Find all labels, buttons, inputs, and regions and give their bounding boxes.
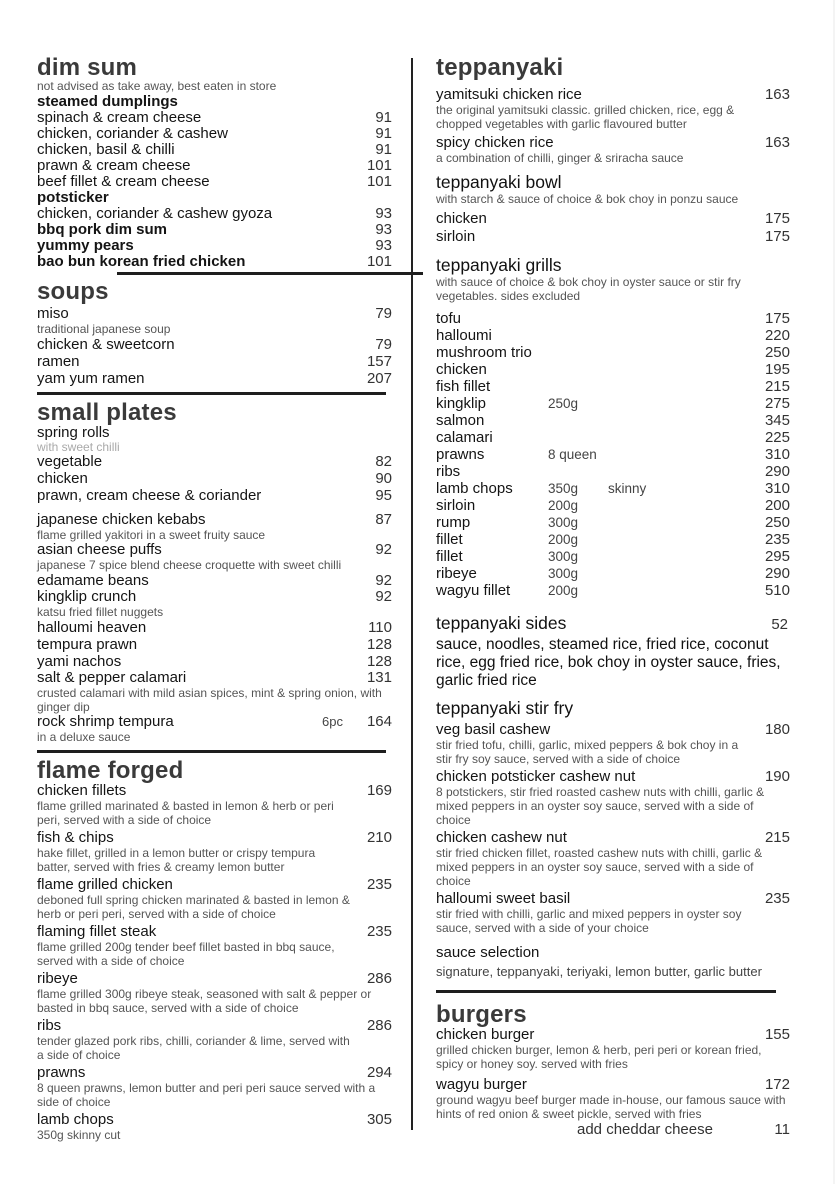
grill-weight <box>548 327 608 344</box>
teppanyaki-stir-fry-section <box>436 698 790 935</box>
item-description: flame grilled 200g tender beef fillet basted in bbq sauce, served with a side of choice <box>37 940 335 968</box>
menu-item[interactable] <box>37 158 392 174</box>
section-divider <box>117 272 423 275</box>
grill-name: fillet <box>436 548 463 565</box>
grill-price: 215 <box>764 378 790 395</box>
menu-item[interactable] <box>37 206 392 222</box>
item-price: 235 <box>366 876 392 893</box>
item-name: edamame beans <box>37 572 149 589</box>
grill-extra <box>608 463 750 480</box>
menu-item[interactable] <box>37 783 392 799</box>
grill-row[interactable] <box>436 412 790 429</box>
grill-weight <box>548 463 608 480</box>
item-price: 155 <box>764 1026 790 1043</box>
right-column <box>436 56 790 1138</box>
grill-name: ribs <box>436 463 461 480</box>
item-name: wagyu burger <box>436 1076 527 1093</box>
addon-price: 11 <box>774 1121 790 1138</box>
menu-item[interactable] <box>436 228 790 246</box>
burgers-title: burgers <box>436 1001 527 1028</box>
item-description: flame grilled 300g ribeye steak, seasoned with salt & pepper or basted in bbq sauce, served with a side of choice <box>37 987 372 1015</box>
item-description: hake fillet, grilled in a lemon butter or crispy tempura batter, served with fries & creamy lemon butter <box>37 846 316 874</box>
item-description: flame grilled yakitori in a sweet fruity sauce <box>37 528 266 542</box>
item-name: lamb chops <box>37 1111 114 1128</box>
item-name: chicken & sweetcorn <box>37 336 175 353</box>
item-price: 180 <box>764 721 790 738</box>
item-name: vegetable <box>37 453 103 470</box>
menu-item[interactable] <box>37 453 392 470</box>
item-name: kingklip crunch <box>37 588 137 605</box>
grill-row[interactable] <box>436 429 790 446</box>
item-price: 91 <box>375 125 392 142</box>
menu-item[interactable] <box>37 877 392 893</box>
flame-forged-title: flame forged <box>37 757 184 784</box>
teppanyaki-bowl-section <box>436 172 790 246</box>
grill-weight <box>548 361 608 378</box>
grill-extra <box>608 378 750 395</box>
grill-price: 295 <box>764 548 790 565</box>
item-price: 157 <box>366 353 392 370</box>
grill-name: halloumi <box>436 327 492 344</box>
item-price: 101 <box>366 253 392 270</box>
item-name: chicken, coriander & cashew gyoza <box>37 205 273 222</box>
sauce-selection-title: sauce selection <box>436 944 540 961</box>
grill-price: 225 <box>764 429 790 446</box>
grill-price: 310 <box>764 446 790 463</box>
steamed-dumplings-label: steamed dumplings <box>37 93 178 110</box>
grill-weight <box>548 310 608 327</box>
grill-extra <box>608 327 750 344</box>
grill-name: rump <box>436 514 471 531</box>
grill-row[interactable] <box>436 497 790 514</box>
item-price: 286 <box>366 1017 392 1034</box>
dim-sum-section <box>37 56 392 275</box>
item-description: stir fried tofu, chilli, garlic, mixed peppers & bok choy in a stir fry soy sauce, served with a side of choice <box>436 738 739 766</box>
item-name: spinach & cream cheese <box>37 109 202 126</box>
item-name: ribeye <box>37 970 78 987</box>
item-description: 8 potstickers, stir fried roasted cashew nuts with chilli, garlic & mixed peppers in an oyster soy sauce, served with a side of choice <box>436 785 765 827</box>
item-description: ground wagyu beef burger made in-house, our famous sauce with hints of red onion & sweet pickle, served with fries <box>436 1093 786 1121</box>
item-price: 164 <box>366 713 392 730</box>
item-price: 93 <box>375 221 392 238</box>
grill-price: 175 <box>764 310 790 327</box>
item-name: ribs <box>37 1017 62 1034</box>
item-name: flaming fillet steak <box>37 923 157 940</box>
teppanyaki-grills-section <box>436 255 790 599</box>
grill-row[interactable] <box>436 395 790 412</box>
addon-item[interactable] <box>436 1122 790 1138</box>
grill-extra <box>608 344 750 361</box>
grill-row[interactable] <box>436 378 790 395</box>
grill-price: 275 <box>764 395 790 412</box>
item-price: 87 <box>375 511 392 528</box>
teppanyaki-sides-header <box>436 613 790 633</box>
grill-extra <box>608 514 750 531</box>
item-name: chicken, coriander & cashew <box>37 125 228 142</box>
menu-item[interactable] <box>37 542 392 558</box>
grill-extra <box>608 395 750 412</box>
grill-row[interactable] <box>436 514 790 531</box>
menu-item[interactable] <box>37 370 392 387</box>
grill-row[interactable] <box>436 446 790 463</box>
item-name: prawn, cream cheese & coriander <box>37 487 262 504</box>
section-divider <box>37 750 386 753</box>
grill-weight: 200g <box>548 583 579 598</box>
grill-row[interactable] <box>436 310 790 327</box>
item-name: chicken cashew nut <box>436 829 567 846</box>
item-price: 128 <box>366 636 392 653</box>
soups-title: soups <box>37 278 109 305</box>
item-name: yam yum ramen <box>37 370 145 387</box>
sauce-selection-section <box>436 945 790 993</box>
grill-price: 250 <box>764 344 790 361</box>
item-price: 215 <box>764 829 790 846</box>
grill-name: fillet <box>436 531 463 548</box>
grill-extra <box>608 310 750 327</box>
item-description: japanese 7 spice blend cheese croquette with sweet chilli <box>37 558 342 572</box>
item-name: spicy chicken rice <box>436 134 554 151</box>
menu-item[interactable] <box>37 254 392 270</box>
item-price: 128 <box>366 653 392 670</box>
menu-item[interactable] <box>37 1065 392 1081</box>
item-price: 101 <box>366 157 392 174</box>
menu-item[interactable] <box>436 722 790 738</box>
menu-item[interactable] <box>37 636 392 653</box>
item-price: 93 <box>375 237 392 254</box>
grill-name: ribeye <box>436 565 477 582</box>
menu-item[interactable] <box>37 336 392 353</box>
small-plates-section <box>37 401 392 753</box>
menu-item[interactable] <box>37 142 392 158</box>
menu-item[interactable] <box>37 487 392 504</box>
grill-row[interactable] <box>436 361 790 378</box>
grill-price: 235 <box>764 531 790 548</box>
item-description: grilled chicken burger, lemon & herb, peri peri or korean fried, spicy or honey soy. served with fries <box>436 1043 762 1071</box>
grill-extra: skinny <box>608 481 647 496</box>
grill-price: 310 <box>764 480 790 497</box>
soups-section <box>37 280 392 395</box>
grill-name: prawns <box>436 446 485 463</box>
grill-row[interactable] <box>436 344 790 361</box>
item-name: bao bun korean fried chicken <box>37 253 246 270</box>
menu-item[interactable] <box>37 1112 392 1128</box>
item-price: 101 <box>366 173 392 190</box>
item-name: chicken <box>436 210 487 227</box>
item-description: katsu fried fillet nuggets <box>37 605 164 619</box>
flame-forged-section <box>37 759 392 1142</box>
grill-extra <box>608 582 750 599</box>
menu-item[interactable] <box>37 924 392 940</box>
left-column <box>37 56 392 1142</box>
item-price: 286 <box>366 970 392 987</box>
item-name: japanese chicken kebabs <box>37 511 206 528</box>
menu-item[interactable] <box>37 238 392 254</box>
grill-extra <box>608 548 750 565</box>
grill-extra <box>608 565 750 582</box>
grill-weight: 250g <box>548 396 579 411</box>
menu-item[interactable] <box>436 769 790 785</box>
grill-price: 200 <box>764 497 790 514</box>
grill-price: 345 <box>764 412 790 429</box>
item-price: 90 <box>375 470 392 487</box>
item-description: the original yamitsuki classic. grilled chicken, rice, egg & chopped vegetables with garlic flavoured butter <box>436 103 735 131</box>
menu-item[interactable] <box>37 670 392 686</box>
grill-row[interactable] <box>436 565 790 582</box>
grill-extra <box>608 531 750 548</box>
item-name: tempura prawn <box>37 636 138 653</box>
column-divider <box>411 58 413 1130</box>
menu-item[interactable] <box>37 572 392 589</box>
grill-weight: 8 queen <box>548 447 597 462</box>
item-price: 95 <box>375 487 392 504</box>
teppanyaki-title: teppanyaki <box>436 54 564 81</box>
item-description: deboned full spring chicken marinated & basted in lemon & herb or peri peri, served with a side of choice <box>37 893 350 921</box>
burgers-section <box>436 1003 790 1138</box>
menu-item[interactable] <box>436 891 790 907</box>
grill-extra <box>608 497 750 514</box>
dim-sum-note: not advised as take away, best eaten in store <box>37 79 277 93</box>
grill-row[interactable] <box>436 531 790 548</box>
grill-weight: 300g <box>548 515 579 530</box>
menu-item[interactable] <box>37 222 392 238</box>
teppanyaki-section <box>436 56 790 165</box>
item-name: chicken burger <box>436 1026 535 1043</box>
grill-weight <box>548 412 608 429</box>
item-price: 92 <box>375 541 392 558</box>
item-name: ramen <box>37 353 80 370</box>
menu-item[interactable] <box>436 1077 790 1093</box>
menu-item[interactable] <box>37 110 392 126</box>
item-price: 175 <box>764 210 790 227</box>
grill-weight: 300g <box>548 549 579 564</box>
item-price: 207 <box>366 370 392 387</box>
menu-item[interactable] <box>37 653 392 670</box>
grill-price: 220 <box>764 327 790 344</box>
item-name: yami nachos <box>37 653 122 670</box>
grill-price: 290 <box>764 463 790 480</box>
item-name: chicken fillets <box>37 782 127 799</box>
item-name: beef fillet & cream cheese <box>37 173 210 190</box>
item-price: 110 <box>368 619 392 636</box>
grill-price: 510 <box>764 582 790 599</box>
grill-price: 195 <box>764 361 790 378</box>
item-price: 294 <box>366 1064 392 1081</box>
grill-extra <box>608 412 750 429</box>
menu-item[interactable] <box>37 714 392 730</box>
item-price: 175 <box>764 228 790 245</box>
item-price: 92 <box>375 572 392 589</box>
item-price: 210 <box>366 829 392 846</box>
menu-item[interactable] <box>37 512 392 528</box>
teppanyaki-stir-fry-title: teppanyaki stir fry <box>436 698 574 718</box>
grill-extra <box>608 429 750 446</box>
item-price: 91 <box>375 141 392 158</box>
teppanyaki-sides-title: teppanyaki sides <box>436 613 567 633</box>
item-description: flame grilled marinated & basted in lemon & herb or peri peri, served with a side of choice <box>37 799 334 827</box>
item-name: bbq pork dim sum <box>37 221 168 238</box>
teppanyaki-sides-price: 52 <box>771 616 788 633</box>
item-price: 163 <box>764 86 790 103</box>
teppanyaki-grills-title: teppanyaki grills <box>436 255 562 275</box>
menu-item[interactable] <box>436 830 790 846</box>
grill-name: kingklip <box>436 395 487 412</box>
small-plates-title: small plates <box>37 399 177 426</box>
grill-weight <box>548 378 608 395</box>
dim-sum-title: dim sum <box>37 54 138 81</box>
teppanyaki-sides-section <box>436 613 790 690</box>
menu-item[interactable] <box>37 174 392 190</box>
grill-weight: 300g <box>548 566 579 581</box>
item-name: flame grilled chicken <box>37 876 173 893</box>
item-name: veg basil cashew <box>436 721 551 738</box>
grill-price: 250 <box>764 514 790 531</box>
item-description: stir fried chicken fillet, roasted cashew nuts with chilli, garlic & mixed peppers in an oyster soy sauce, served with a side of choice <box>436 846 763 888</box>
item-description: tender glazed pork ribs, chilli, coriander & lime, served with a side of choice <box>37 1034 350 1062</box>
menu-item[interactable] <box>37 619 392 636</box>
grill-row[interactable] <box>436 327 790 344</box>
item-description: 8 queen prawns, lemon butter and peri peri sauce served with a side of choice <box>37 1081 376 1109</box>
grill-extra <box>608 361 750 378</box>
spring-rolls-note: with sweet chilli <box>37 440 120 454</box>
item-price: 79 <box>375 305 392 322</box>
item-description: 350g skinny cut <box>37 1128 121 1142</box>
item-price: 82 <box>375 453 392 470</box>
grill-name: calamari <box>436 429 493 446</box>
grill-weight: 350g <box>548 481 579 496</box>
section-divider <box>436 990 776 993</box>
grill-name: lamb chops <box>436 480 513 497</box>
section-divider <box>37 392 386 395</box>
item-name: prawn & cream cheese <box>37 157 191 174</box>
grill-weight: 200g <box>548 532 579 547</box>
item-name: chicken potsticker cashew nut <box>436 768 636 785</box>
teppanyaki-bowl-description: with starch & sauce of choice & bok choy in ponzu sauce <box>436 192 739 206</box>
menu-item[interactable] <box>37 589 392 605</box>
item-name: fish & chips <box>37 829 114 846</box>
grill-weight: 200g <box>548 498 579 513</box>
grill-name: salmon <box>436 412 485 429</box>
item-price: 172 <box>764 1076 790 1093</box>
grill-name: chicken <box>436 361 487 378</box>
grill-row[interactable] <box>436 582 790 599</box>
menu-item[interactable] <box>37 1018 392 1034</box>
item-price: 131 <box>366 669 392 686</box>
grill-name: fish fillet <box>436 378 491 395</box>
grill-row[interactable] <box>436 548 790 565</box>
item-price: 305 <box>366 1111 392 1128</box>
menu-item[interactable] <box>436 135 790 151</box>
item-name: salt & pepper calamari <box>37 669 187 686</box>
item-name: rock shrimp tempura <box>37 713 174 730</box>
item-name: yummy pears <box>37 237 134 254</box>
item-price: 169 <box>366 782 392 799</box>
item-price: 92 <box>375 588 392 605</box>
item-price: 93 <box>375 205 392 222</box>
grill-price: 290 <box>764 565 790 582</box>
grill-row[interactable] <box>436 463 790 480</box>
item-description: in a deluxe sauce <box>37 730 131 744</box>
item-price: 235 <box>366 923 392 940</box>
item-description: stir fried with chilli, garlic and mixed peppers in oyster soy sauce, served with a side of your choice <box>436 907 742 935</box>
item-price: 79 <box>375 336 392 353</box>
item-price: 91 <box>375 109 392 126</box>
item-description: a combination of chilli, ginger & sriracha sauce <box>436 151 684 165</box>
grills-table <box>436 310 790 599</box>
item-name: yamitsuki chicken rice <box>436 86 582 103</box>
item-name: sirloin <box>436 228 476 245</box>
grill-row[interactable] <box>436 480 790 497</box>
item-name: halloumi heaven <box>37 619 147 636</box>
item-name: asian cheese puffs <box>37 541 162 558</box>
teppanyaki-sides-list: sauce, noodles, steamed rice, fried rice, coconut rice, egg fried rice, bok choy in oyster sauce, fries, garlic fried rice <box>436 636 781 689</box>
menu-item[interactable] <box>436 210 790 228</box>
item-name: chicken, basil & chilli <box>37 141 175 158</box>
menu-item[interactable] <box>37 306 392 322</box>
grill-name: wagyu fillet <box>436 582 511 599</box>
item-price: 235 <box>764 890 790 907</box>
grill-weight <box>548 429 608 446</box>
item-price: 163 <box>764 134 790 151</box>
grill-weight <box>548 344 608 361</box>
menu-item[interactable] <box>37 126 392 142</box>
addon-name: add cheddar cheese <box>577 1121 713 1138</box>
sauce-selection-list: signature, teppanyaki, teriyaki, lemon butter, garlic butter <box>436 964 762 979</box>
grill-name: mushroom trio <box>436 344 532 361</box>
menu-item[interactable] <box>436 1027 790 1043</box>
item-name: halloumi sweet basil <box>436 890 571 907</box>
grill-extra <box>608 446 750 463</box>
menu-item[interactable] <box>436 87 790 103</box>
item-name: miso <box>37 305 69 322</box>
item-price: 190 <box>764 768 790 785</box>
item-description: traditional japanese soup <box>37 322 171 336</box>
potsticker-label: potsticker <box>37 189 109 206</box>
teppanyaki-bowl-title: teppanyaki bowl <box>436 172 562 192</box>
item-quantity: 6pc <box>322 714 343 729</box>
item-name: prawns <box>37 1064 86 1081</box>
teppanyaki-grills-description: with sauce of choice & bok choy in oyster sauce or stir fry vegetables. sides excluded <box>436 275 741 303</box>
grill-name: tofu <box>436 310 462 327</box>
grill-name: sirloin <box>436 497 476 514</box>
spring-rolls-heading: spring rolls <box>37 424 110 441</box>
menu-item[interactable] <box>37 830 392 846</box>
item-description: crusted calamari with mild asian spices, mint & spring onion, with ginger dip <box>37 686 382 714</box>
menu-item[interactable] <box>37 470 392 487</box>
item-name: chicken <box>37 470 88 487</box>
menu-item[interactable] <box>37 353 392 370</box>
menu-item[interactable] <box>37 971 392 987</box>
